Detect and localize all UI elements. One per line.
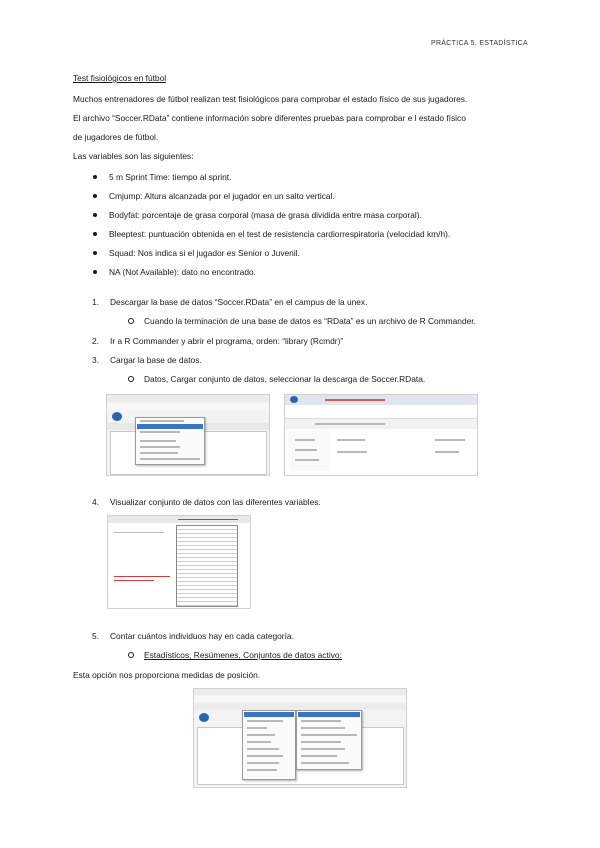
variable-item: 5 m Sprint Time: tiempo al sprint.	[93, 172, 231, 182]
step-3: 3. Cargar la base de datos.	[92, 355, 202, 365]
step-5: 5. Contar cuántos individuos hay en cada categoría.	[92, 631, 294, 641]
rcmdr-data-menu-screenshot	[106, 394, 270, 476]
section-title: Test fisiológicos en fútbol	[73, 73, 167, 83]
bullet-icon	[93, 194, 97, 198]
bullet-icon	[93, 175, 97, 179]
intro-line-4: Las variables son las siguientes:	[73, 151, 194, 161]
r-logo-icon	[199, 713, 209, 722]
variable-item: Bleeptest: puntuación obtenida en el test de resistencia cardiorrespiratoria (velocidad km/h).	[93, 229, 450, 239]
bullet-icon	[93, 232, 97, 236]
file-browser-screenshot	[284, 394, 478, 476]
variable-item: NA (Not Available): dato no encontrado.	[93, 267, 256, 277]
dataset-viewer-screenshot	[107, 515, 251, 609]
bullet-icon	[93, 251, 97, 255]
variable-item: Bodyfat: porcentaje de grasa corporal (masa de grasa dividida entre masa corporal).	[93, 210, 422, 220]
intro-line-2: El archivo “Soccer.RData” contiene información sobre diferentes pruebas para comprobar e l estado físico	[73, 113, 466, 123]
step-1: 1. Descargar la base de datos “Soccer.RData” en el campus de la unex.	[92, 297, 368, 307]
bullet-icon	[93, 213, 97, 217]
closing-line: Esta opción nos proporciona medidas de posición.	[73, 670, 261, 680]
circle-bullet-icon	[128, 318, 134, 324]
circle-bullet-icon	[128, 376, 134, 382]
page-header: PRÁCTICA 5. ESTADÍSTICA	[430, 40, 528, 47]
step-1-sub: Cuando la terminación de una base de datos es “RData” es un archivo de R Commander.	[128, 316, 476, 326]
step-4: 4. Visualizar conjunto de datos con las diferentes variables.	[92, 497, 321, 507]
intro-line-1: Muchos entrenadores de fútbol realizan test fisiológicos para comprobar el estado físico de sus jugadores.	[73, 94, 468, 104]
r-logo-icon	[290, 396, 298, 403]
intro-line-3: de jugadores de fútbol.	[73, 132, 159, 142]
statistics-menu-screenshot	[193, 688, 407, 788]
variable-item: Squad: Nos indica si el jugador es Senior o Juvenil.	[93, 248, 300, 258]
step-5-sub: Estadísticos, Resúmenes, Conjuntos de datos activo:	[128, 650, 342, 660]
circle-bullet-icon	[128, 652, 134, 658]
r-logo-icon	[112, 412, 122, 421]
step-3-sub: Datos, Cargar conjunto de datos, seleccionar la descarga de Soccer.RData.	[128, 374, 425, 384]
variable-item: Cmjump: Altura alcanzada por el jugador en un salto vertical.	[93, 191, 335, 201]
bullet-icon	[93, 270, 97, 274]
step-2: 2. Ir a R Commander y abrir el programa, orden: “library (Rcmdr)”	[92, 336, 344, 346]
